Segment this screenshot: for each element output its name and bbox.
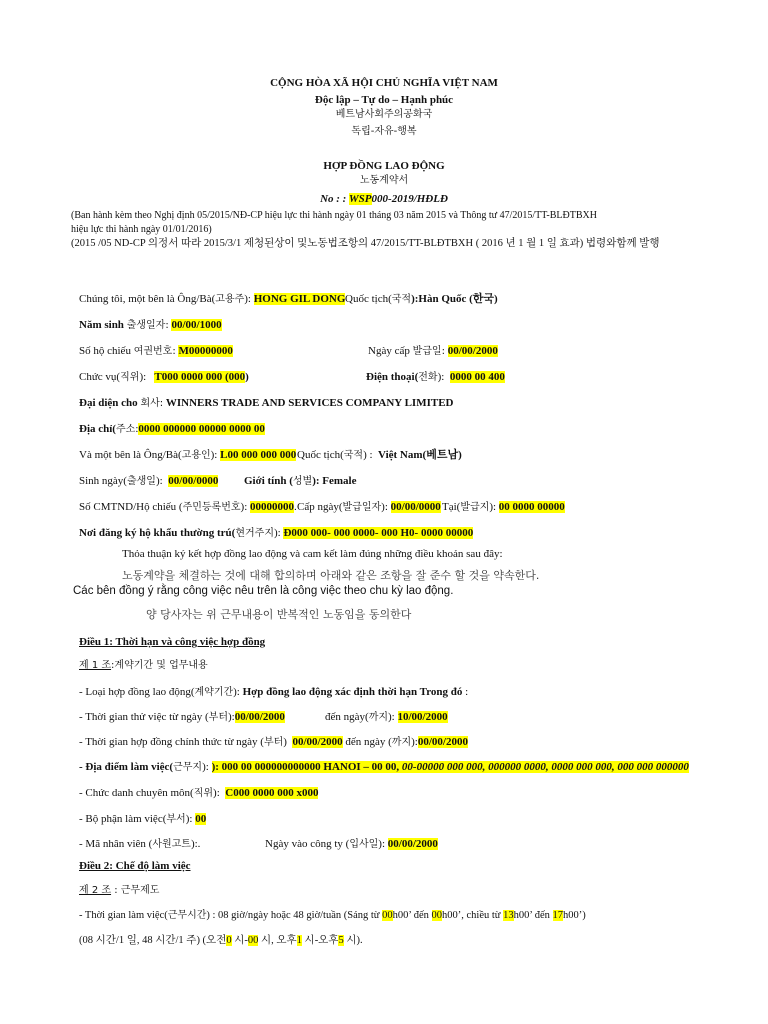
employee-id-date-row: Cấp ngày(발급일자): 00/00/0000: [297, 501, 441, 513]
employer-nationality-row: Quốc tịch(국적):Hàn Quốc (한국): [345, 293, 498, 305]
employer-address-row: Địa chỉ(주소:0000 000000 00000 0000 00: [79, 423, 265, 435]
article-1-title-kr: 제 1 조:계약기간 및 업무내용: [79, 660, 208, 671]
article-2-title-vn: Điều 2: Chế độ làm việc: [79, 860, 191, 872]
employer-dob-row: Năm sinh 출생일자: 00/00/1000: [79, 319, 222, 331]
official-from: 00/00/2000: [292, 736, 343, 748]
probation-to-row: đến ngày(까지): 10/00/2000: [325, 711, 448, 723]
employer-position-row: Chức vụ(직위): T000 0000 000 (000): [79, 371, 249, 383]
employer-position: T000 0000 000 (000: [154, 371, 246, 383]
employee-registration-row: Nơi đăng ký hộ khẩu thường trú(현거주지): Đ000 000- 000 0000- 000 H0- 0000 00000: [79, 527, 474, 539]
agreement-confirm-vn: Các bên đồng ý rằng công việc nêu trên là công việc theo chu kỳ lao động.: [73, 585, 454, 597]
probation-row: - Thời gian thử việc từ ngày (부터):00/00/2000: [79, 711, 285, 723]
employee-id-place-row: Tại(발급지): 00 0000 00000: [442, 501, 565, 513]
employee-id-place: 00 0000 00000: [498, 501, 565, 513]
employee-dob: 00/00/0000: [168, 475, 219, 487]
employee-nationality: Việt Nam(베트남): [378, 449, 462, 461]
employer-passport-issued: 00/00/2000: [447, 345, 498, 357]
join-date: 00/00/2000: [387, 838, 438, 850]
work-place-b: 00-00000 000 000, 000000 0000, 0000 000 000, 000 000 000000: [401, 761, 689, 773]
join-date-row: Ngày vào công ty (입사일): 00/00/2000: [265, 838, 438, 850]
department: 00: [195, 813, 207, 825]
country-title-kr: 베트남사회주의공화국: [335, 109, 433, 120]
employer-passport-issued-row: Ngày cấp 발급일: 00/00/2000: [368, 345, 498, 357]
working-hours-kr: (08 시간/1 일, 48 시간/1 주) (오전0 시-00 시, 오후1 시-오후5 시).: [79, 935, 363, 946]
official-term-row: - Thời gian hợp đồng chính thức từ ngày (부터) 00/00/2000 đến ngày (까지):00/00/2000: [79, 736, 468, 748]
employer-dob: 00/00/1000: [171, 319, 222, 331]
employer-phone: 0000 00 400: [449, 371, 505, 383]
article-2-title-kr: 제 2 조 : 근무제도: [79, 885, 160, 896]
employer-name-row: Chúng tôi, một bên là Ông/Bà(고용주): HONG GIL DONG: [79, 293, 346, 305]
agreement-text-kr: 노동계약을 체결하는 것에 대해 합의하며 아래와 같은 조항을 잘 준수 할 것을 약속한다.: [122, 569, 540, 582]
article-1-title-vn: Điều 1: Thời hạn và công việc hợp đồng: [79, 636, 266, 648]
employee-gender-row: Giới tính (성별): Female: [244, 475, 357, 487]
job-title-row: - Chức danh chuyên môn(직위): C000 0000 000 x000: [79, 787, 319, 799]
issue-note-vn-1: (Ban hành kèm theo Nghị định 05/2015/NĐ-CP hiệu lực thi hành ngày 01 tháng 03 năm 2015 và Thông tư 47/2015/TT-BLĐTBXH: [71, 210, 597, 221]
agreement-text-vn: Thỏa thuận ký kết hợp đồng lao động và cam kết làm đúng những điều khoản sau đây:: [122, 548, 503, 560]
issue-note-kr: (2015 /05 ND-CP 의정서 따라 2015/3/1 제청된상이 및노동법조항의 47/2015/TT-BLĐTBXH ( 2016 년 1 월 1 일 효과) 법령와함께 발행: [71, 238, 660, 249]
issue-note-vn-2: hiệu lực thi hành ngày 01/01/2016): [71, 224, 212, 235]
country-title-vn: CỘNG HÒA XÃ HỘI CHỦ NGHĨA VIỆT NAM: [270, 77, 498, 89]
work-place-a: ): 000 00 000000000000 HANOI – 00 00,: [211, 761, 402, 773]
employee-id: 00000000: [250, 501, 295, 513]
contract-type: Hợp đồng lao động xác định thời hạn Trong đó: [242, 686, 463, 698]
motto-vn: Độc lập – Tự do – Hạnh phúc: [314, 94, 454, 106]
employee-name: L00 000 000 000: [220, 449, 297, 461]
contract-title-kr: 노동계약서: [359, 175, 409, 186]
contract-type-row: - Loại hợp đồng lao động(계약기간): Hợp đồng lao động xác định thời hạn Trong đó :: [79, 686, 469, 698]
contract-number: No : : WSP000-2019/HĐLĐ: [320, 193, 448, 205]
employer-phone-row: Điện thoại(전화): 0000 00 400: [366, 371, 505, 383]
employee-nationality-row: Quốc tịch(국적) : Việt Nam(베트남): [297, 449, 462, 461]
probation-from: 00/00/2000: [234, 711, 285, 723]
work-place-row: - Địa điểm làm việc(근무지): ): 000 00 000000000000 HANOI – 00 00, 00-00000 000 000, 000000 0000, 0000 000 000, 000 000 000000: [79, 761, 689, 773]
employee-name-row: Và một bên là Ông/Bà(고용인): L00 000 000 000: [79, 449, 297, 461]
official-to: 00/00/2000: [417, 736, 468, 748]
employee-id-date: 00/00/0000: [390, 501, 441, 513]
employer-passport: M00000000: [178, 345, 233, 357]
employer-nationality: Hàn Quốc (한국): [418, 293, 498, 305]
probation-to: 10/00/2000: [397, 711, 448, 723]
employer-address: 0000 000000 00000 0000 00: [138, 423, 265, 435]
employee-id-row: Số CMTND/Hộ chiếu (주민등록번호): 00000000.: [79, 501, 297, 513]
employee-dob-row: Sinh ngày(출생일): 00/00/0000: [79, 475, 219, 487]
employer-company: WINNERS TRADE AND SERVICES COMPANY LIMITED: [165, 397, 454, 409]
employer-company-row: Đại diện cho 회사: WINNERS TRADE AND SERVICES COMPANY LIMITED: [79, 397, 454, 409]
employer-passport-row: Số hộ chiếu 여권번호: M00000000: [79, 345, 233, 357]
contract-title-vn: HỢP ĐỒNG LAO ĐỘNG: [323, 160, 445, 172]
employee-code-row: - Mã nhân viên (사원고트):.: [79, 838, 201, 850]
working-hours-vn: - Thời gian làm việc(근무시간) : 08 giờ/ngày hoặc 48 giờ/tuần (Sáng từ 00h00’ đến 00h00’, chiều từ 13h00’ đến 17h00’): [79, 910, 586, 921]
department-row: - Bộ phận làm việc(부서): 00: [79, 813, 207, 825]
employer-name: HONG GIL DONG: [253, 293, 346, 305]
agreement-confirm-kr: 양 당사자는 위 근무내용이 반복적인 노동임을 동의한다: [146, 608, 412, 621]
employee-registration-address: Đ000 000- 000 0000- 000 H0- 0000 00000: [283, 527, 474, 539]
motto-kr: 독립-자유-행복: [351, 126, 417, 137]
job-title: C000 0000 000 x000: [225, 787, 319, 799]
